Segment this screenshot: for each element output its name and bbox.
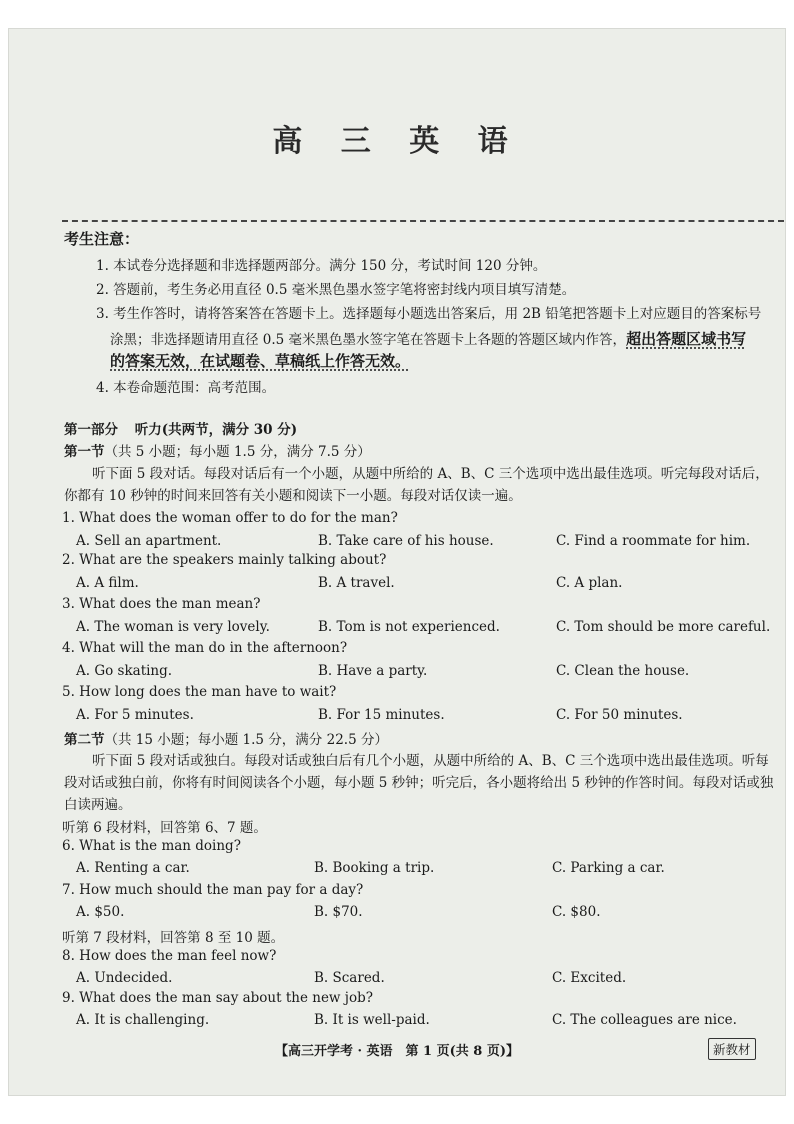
question-5: 5. How long does the man have to wait? — [62, 684, 337, 700]
section2-info: （共 15 小题；每小题 1.5 分，满分 22.5 分） — [104, 732, 388, 748]
q7-option-a: A. $50. — [76, 904, 125, 920]
notice-heading: 考生注意： — [64, 230, 140, 248]
notice-item-3-end — [110, 350, 410, 371]
question-6: 6. What is the man doing? — [62, 838, 241, 854]
part1-title: 听力(共两节，满分 30 分) — [134, 422, 298, 438]
q4-option-b: B. Have a party. — [318, 663, 428, 679]
q2-option-b: B. A travel. — [318, 575, 395, 591]
q9-option-c: C. The colleagues are nice. — [552, 1012, 737, 1028]
q8-option-c: C. Excited. — [552, 970, 627, 986]
q2-option-c: C. A plan. — [556, 575, 623, 591]
notice-item-4: 4. 本卷命题范围：高考范围。 — [96, 380, 276, 396]
question-9: 9. What does the man say about the new job? — [62, 990, 373, 1006]
section1-instruction: 听下面 5 段对话。每段对话后有一个小题，从题中所给的 A、B、C 三个选项中选出最佳选项。听完每段对话后，你都有 10 秒钟的时间来回答有关小题和阅读下一小题。每段对话仅读一遍。 — [64, 466, 769, 504]
section2-heading — [64, 728, 388, 748]
notice-item-2: 2. 答题前，考生务必用直径 0.5 毫米黑色墨水签字笔将密封线内项目填写清楚。 — [96, 282, 576, 298]
material-6-note: 听第 6 段材料，回答第 6、7 题。 — [62, 820, 267, 836]
q3-option-a: A. The woman is very lovely. — [76, 619, 270, 635]
notice-item-3-emphasis: 超出答题区域书写 — [626, 330, 747, 348]
q1-option-c: C. Find a roommate for him. — [556, 533, 751, 549]
notice-item-3-plain: 涂黑；非选择题请用直径 0.5 毫米黑色墨水签字笔在答题卡上各题的答题区域内作答， — [110, 332, 627, 348]
q4-option-c: C. Clean the house. — [556, 663, 690, 679]
q5-option-b: B. For 15 minutes. — [318, 707, 445, 723]
section1-heading — [64, 440, 371, 460]
q2-option-a: A. A film. — [76, 575, 139, 591]
q9-option-b: B. It is well-paid. — [314, 1012, 430, 1028]
seal-line-divider — [62, 220, 784, 222]
question-3: 3. What does the man mean? — [62, 596, 261, 612]
q7-option-c: C. $80. — [552, 904, 601, 920]
q8-option-a: A. Undecided. — [76, 970, 173, 986]
q9-option-a: A. It is challenging. — [76, 1012, 210, 1028]
q6-option-a: A. Renting a car. — [76, 860, 190, 876]
question-2: 2. What are the speakers mainly talking about? — [62, 552, 387, 568]
q3-option-c: C. Tom should be more careful. — [556, 619, 771, 635]
q5-option-a: A. For 5 minutes. — [76, 707, 194, 723]
section2-label: 第二节 — [64, 732, 105, 748]
page-footer: 【高三开学考 · 英语 第 1 页(共 8 页)】 — [274, 1044, 520, 1059]
notice-item-3: 3. 考生作答时，请将答案答在答题卡上。选择题每小题选出答案后，用 2B 铅笔把答题卡上对应题目的答案标号 — [96, 306, 762, 322]
notice-item-3-cont — [110, 328, 746, 349]
part1-heading — [64, 418, 297, 438]
question-7: 7. How much should the man pay for a day? — [62, 882, 364, 898]
page-title: 高 三 英 语 — [272, 124, 522, 159]
q7-option-b: B. $70. — [314, 904, 363, 920]
q6-option-c: C. Parking a car. — [552, 860, 665, 876]
q3-option-b: B. Tom is not experienced. — [318, 619, 500, 635]
section1-info: （共 5 小题；每小题 1.5 分，满分 7.5 分） — [104, 444, 371, 460]
q4-option-a: A. Go skating. — [76, 663, 173, 679]
new-textbook-badge: 新教材 — [708, 1038, 756, 1060]
notice-item-3-emphasis-2: 的答案无效，在试题卷、草稿纸上作答无效。 — [110, 352, 411, 370]
question-1: 1. What does the woman offer to do for the man? — [62, 510, 398, 526]
q5-option-c: C. For 50 minutes. — [556, 707, 683, 723]
q1-option-b: B. Take care of his house. — [318, 533, 494, 549]
question-8: 8. How does the man feel now? — [62, 948, 277, 964]
section1-label: 第一节 — [64, 444, 105, 460]
part1-label: 第一部分 — [64, 422, 118, 438]
q8-option-b: B. Scared. — [314, 970, 385, 986]
section2-instruction: 听下面 5 段对话或独白。每段对话或独白后有几个小题，从题中所给的 A、B、C 三个选项中选出最佳选项。听每段对话或独白前，你将有时间阅读各个小题，每小题 5 秒钟；听完后，各小题将给出 5 秒钟的作答时间。每段对话或独白读两遍。 — [64, 753, 774, 813]
q1-option-a: A. Sell an apartment. — [76, 533, 222, 549]
question-4: 4. What will the man do in the afternoon? — [62, 640, 348, 656]
q6-option-b: B. Booking a trip. — [314, 860, 435, 876]
material-7-note: 听第 7 段材料，回答第 8 至 10 题。 — [62, 930, 285, 946]
notice-item-1: 1. 本试卷分选择题和非选择题两部分。满分 150 分，考试时间 120 分钟。 — [96, 258, 547, 274]
